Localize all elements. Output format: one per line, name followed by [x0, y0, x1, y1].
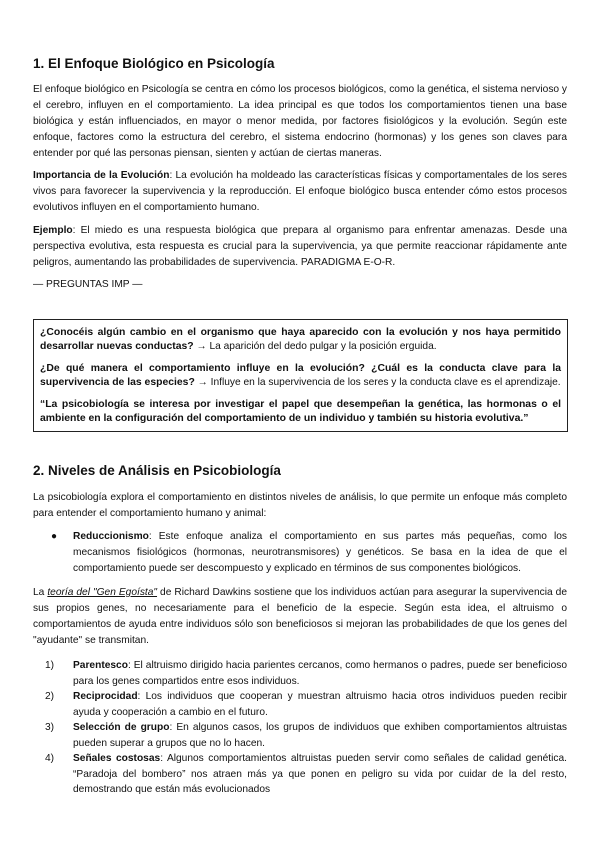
- list-number: 4): [45, 753, 55, 764]
- bullet-item-reduccionismo: [33, 529, 567, 577]
- section2-intro: La psicobiología explora el comportamiento en distintos niveles de análisis, lo que permite un enfoque más completo para entender el comportamiento humano y animal:: [33, 492, 567, 519]
- dawkins-pre: La: [33, 587, 48, 598]
- list-item-body: : El altruismo dirigido hacia parientes cercanos, como hermanos o padres, puede ser beneficioso para los genes compartidos entre esos individuos.: [73, 660, 567, 687]
- list-item-text: [73, 658, 567, 689]
- list-item-body: : Algunos comportamientos altruistas pueden servir como señales de calidad genética. “Paradoja del bombero” nos atraen más ya que ponen en peligro su vida por cuidar de la del resto, demostrando que están más evolucionados: [73, 753, 567, 795]
- questions-header: — PREGUNTAS IMP —: [33, 279, 143, 290]
- example-paragraph: [33, 223, 567, 271]
- example-text: : El miedo es una respuesta biológica que prepara al organismo para enfrentar amenazas. Desde una perspectiva evolutiva, esta respuesta es crucial para la supervivencia, ya que permite reaccionar rápidamente ante peligros, aumentando las probabilidades de supervivencia. PARADIGMA E-O-R.: [33, 225, 567, 268]
- list-item-label: Señales costosas: [73, 753, 161, 764]
- answer-2: → Influye en la supervivencia de los seres y la conducta clave es el aprendizaje.: [194, 377, 561, 388]
- answer-1: → La aparición del dedo pulgar y la posición erguida.: [193, 341, 437, 352]
- list-item: [33, 720, 567, 751]
- bullet-text: : Este enfoque analiza el comportamiento en sus partes más pequeñas, como los mecanismos fisiológicos (hormonas, neurotransmisores) y genéticos. Se basa en la idea de que el comportamiento puede ser descompuesto y explicado en términos de sus componentes biológicos.: [73, 531, 567, 574]
- bullet-icon: ●: [51, 531, 58, 542]
- section2-heading: 2. Niveles de Análisis en Psicobiología: [33, 463, 281, 478]
- list-number: 3): [45, 722, 55, 733]
- list-item: [33, 751, 567, 798]
- list-item-text: [73, 720, 567, 751]
- dawkins-text: de Richard Dawkins sostiene que los individuos actúan para asegurar la supervivencia de sus propios genes, no necesariamente para el beneficio de la especie. Según esta idea, el altruismo o comportamientos de ayuda entre individuos sólo son beneficiosos si mejoran las probabilidades de que los genes del "ayudante" se transmitan.: [33, 587, 567, 646]
- gen-egoista-link[interactable]: teoría del "Gen Egoísta": [47, 587, 158, 598]
- evolution-label: Importancia de la Evolución: [33, 170, 170, 181]
- list-item-label: Selección de grupo: [73, 722, 170, 733]
- question-2: [40, 362, 561, 390]
- list-item-label: Reciprocidad: [73, 691, 138, 702]
- question-1: [40, 326, 561, 354]
- section1-heading: 1. El Enfoque Biológico en Psicología: [33, 56, 275, 71]
- questions-box: [33, 319, 568, 432]
- question-2-text: ¿De qué manera el comportamiento influye en la evolución? ¿Cuál es la conducta clave para la supervivencia de las especies?: [40, 363, 561, 388]
- list-number: 2): [45, 691, 55, 702]
- dawkins-paragraph: [33, 585, 567, 649]
- list-item: [33, 689, 567, 720]
- list-item-text: [73, 689, 567, 720]
- bullet-label: Reduccionismo: [73, 531, 149, 542]
- list-item: [33, 658, 567, 689]
- list-item-body: : En algunos casos, los grupos de individuos que exhiben comportamientos altruistas pueden superar a grupos que no lo hacen.: [73, 722, 567, 749]
- evolution-text: : La evolución ha moldeado las características físicas y comportamentales de los seres vivos para favorecer la supervivencia y la reproducción. El enfoque biológico busca entender cómo estos procesos evolutivos influyen en el comportamiento humano.: [33, 170, 567, 213]
- list-item-text: [73, 751, 567, 798]
- section1-intro: El enfoque biológico en Psicología se centra en cómo los procesos biológicos, como la genética, el sistema nervioso y el cerebro, influyen en el comportamiento. La idea principal es que todos los comportamientos tienen una base biológica y están influenciados, en mayor o menor medida, por factores fisiológicos y la evolución. Según este enfoque, factores como la estructura del cerebro, el sistema endocrino (hormonas) y los genes son claves para entender por qué las personas piensan, sienten y actúan de ciertas maneras.: [33, 84, 568, 159]
- list-item-body: : Los individuos que cooperan y muestran altruismo hacia otros individuos pueden recibir ayuda y cooperación a cambio en el futuro.: [73, 691, 567, 718]
- evolution-paragraph: [33, 168, 567, 216]
- bullet-paragraph: [73, 529, 567, 577]
- question-1-text: ¿Conocéis algún cambio en el organismo que haya aparecido con la evolución y nos haya permitido desarrollar nuevas conductas?: [40, 327, 561, 352]
- list-number: 1): [45, 660, 55, 671]
- list-item-label: Parentesco: [73, 660, 128, 671]
- quote: [40, 398, 561, 426]
- example-label: Ejemplo: [33, 225, 73, 236]
- quote-text: “La psicobiología se interesa por investigar el papel que desempeñan la genética, las hormonas o el ambiente en la configuración del comportamiento de un individuo y también su historia evolutiva.”: [40, 399, 561, 424]
